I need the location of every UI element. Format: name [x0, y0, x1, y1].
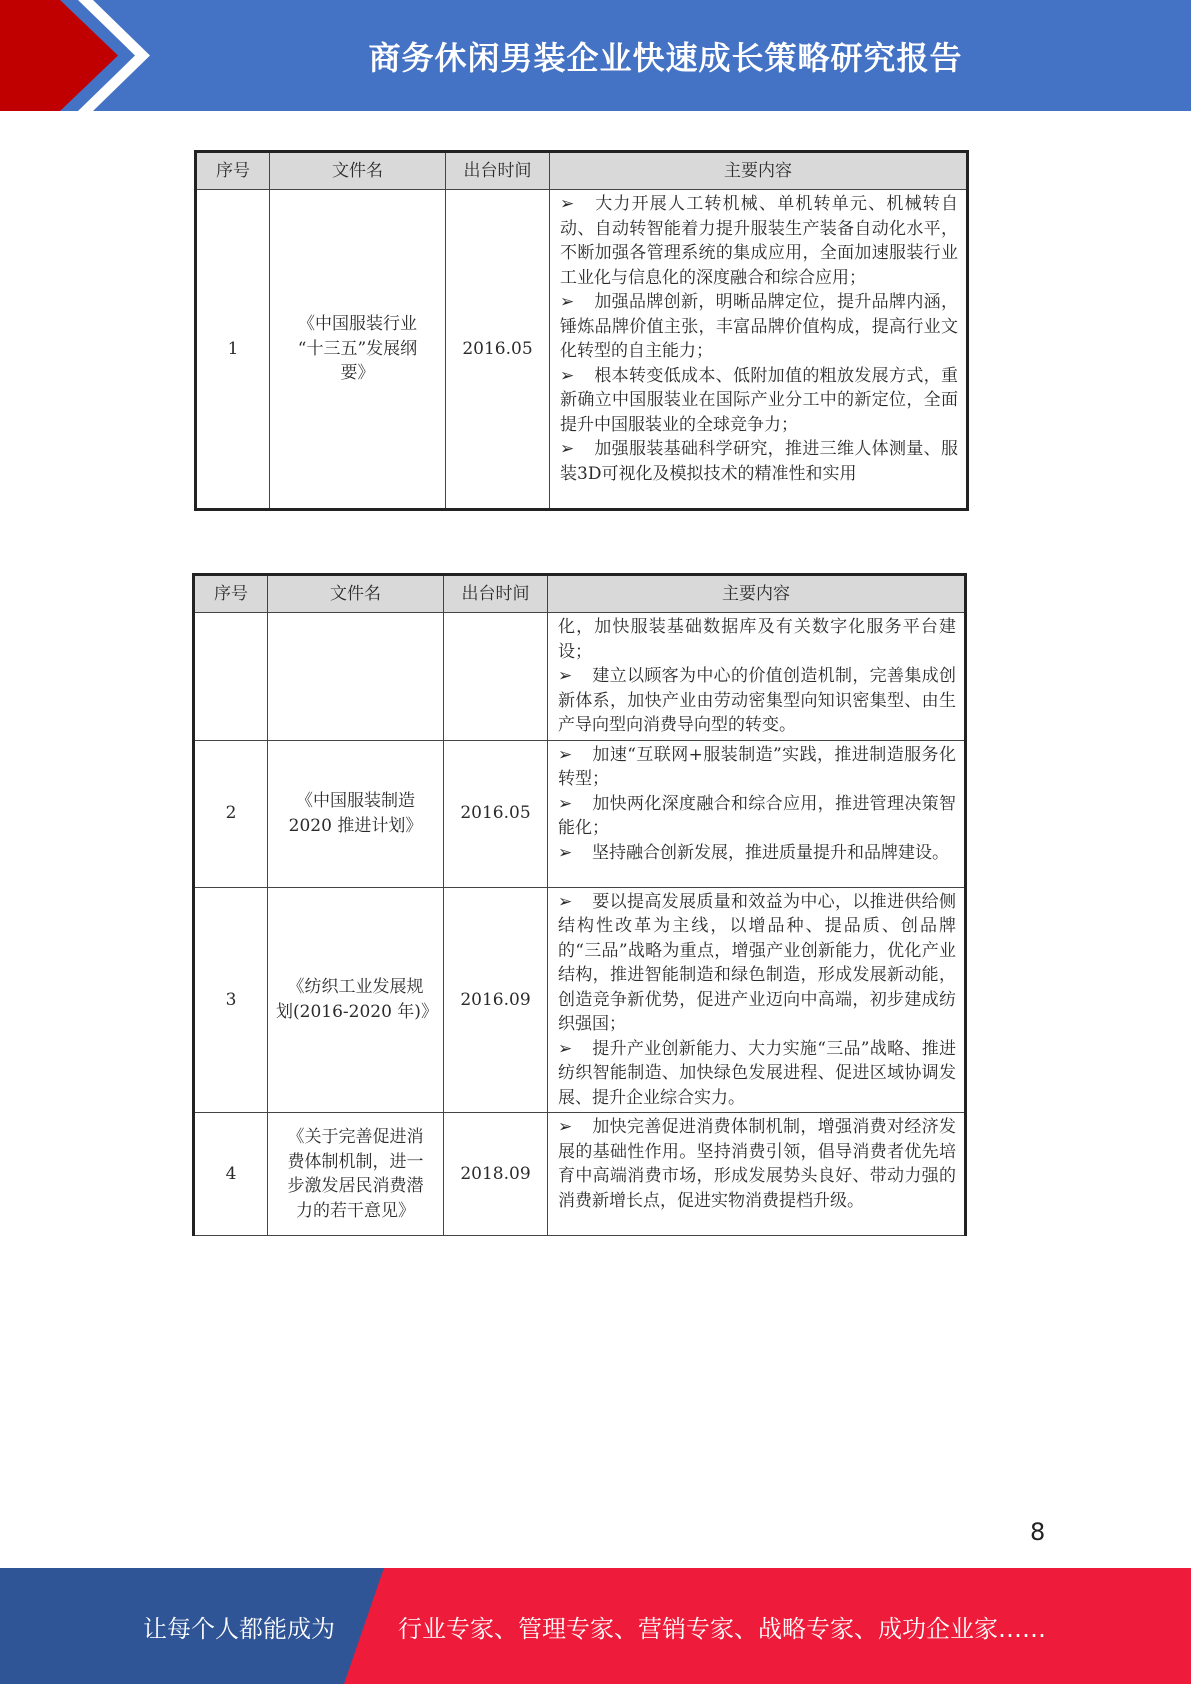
row-doc-name: 《纺织工业发展规 划(2016-2020 年)》	[268, 887, 444, 1113]
table-header-row	[194, 575, 966, 613]
arrow-bullet-icon: ➢	[560, 292, 575, 312]
arrow-bullet-icon: ➢	[558, 793, 573, 814]
col-header-content: 主要内容	[550, 152, 968, 190]
col-header-doc: 文件名	[270, 152, 446, 190]
row-content	[550, 190, 968, 510]
bullet-item: ➢ 要以提高发展质量和效益为中心，以推进供给侧结构性改革为主线，以增品种、提品质、创品牌的“三品”战略为重点，增强产业创新能力，优化产业结构，推进智能制造和绿色制造，形成发展新动能，创造竞争新优势，促进产业迈向中高端，初步建成纺织强国；	[558, 891, 956, 1034]
row-content	[548, 613, 966, 741]
row-no: 3	[194, 887, 268, 1113]
bullet-item: ➢ 加速“互联网+服装制造”实践，推进制造服务化转型；	[558, 744, 956, 789]
arrow-bullet-icon: ➢	[558, 842, 573, 863]
row-doc-name: 《中国服装行业 “十三五”发展纲 要》	[270, 190, 446, 510]
arrow-bullet-icon: ➢	[558, 666, 573, 686]
table-row	[194, 740, 966, 887]
bullet-item: ➢ 大力开展人工转机械、单机转单元、机械转自动、自动转智能着力提升服装生产装备自动化水平，不断加强各管理系统的集成应用，全面加速服装行业工业化与信息化的深度融合和综合应用；	[560, 194, 958, 288]
col-header-date: 出台时间	[446, 152, 550, 190]
footer-slogan-left: 让每个人都能成为	[143, 1614, 335, 1643]
policy-table-2	[192, 573, 967, 1236]
report-title: 商务休闲男装企业快速成长策略研究报告	[368, 38, 963, 77]
row-doc-name: 《关于完善促进消 费体制机制，进一 步激发居民消费潜 力的若干意见》	[268, 1113, 444, 1236]
arrow-bullet-icon: ➢	[558, 1038, 573, 1059]
bullet-item: ➢ 加快完善促进消费体制机制，增强消费对经济发展的基础性作用。坚持消费引领，倡导消费者优先培育中高端消费市场，形成发展势头良好、带动力强的消费新增长点，促进实物消费提档升级。	[558, 1117, 956, 1211]
table-row	[194, 1113, 966, 1236]
row-date	[444, 613, 548, 741]
row-date: 2016.05	[444, 740, 548, 887]
arrow-bullet-icon: ➢	[560, 194, 575, 214]
row-no	[194, 613, 268, 741]
arrow-bullet-icon: ➢	[560, 439, 575, 459]
arrow-bullet-icon: ➢	[558, 744, 573, 765]
row-no: 1	[196, 190, 270, 510]
table-header-row	[196, 152, 968, 190]
arrow-bullet-icon: ➢	[560, 365, 575, 386]
bullet-item: ➢ 加快两化深度融合和综合应用，推进管理决策智能化；	[558, 793, 956, 838]
table-row	[196, 190, 968, 510]
row-content	[548, 887, 966, 1113]
row-content	[548, 740, 966, 887]
row-date: 2018.09	[444, 1113, 548, 1236]
col-header-doc: 文件名	[268, 575, 444, 613]
row-doc-name	[268, 613, 444, 741]
row-date: 2016.05	[446, 190, 550, 510]
table-row	[194, 887, 966, 1113]
footer-banner	[0, 1568, 1191, 1684]
bullet-item: ➢ 坚持融合创新发展，推进质量提升和品牌建设。	[558, 841, 956, 866]
bullet-item: ➢ 建立以顾客为中心的价值创造机制，完善集成创新体系，加快产业由劳动密集型向知识密集型、由生产导向型向消费导向型的转变。	[558, 666, 956, 735]
row-date: 2016.09	[444, 887, 548, 1113]
arrow-bullet-icon: ➢	[558, 1117, 573, 1137]
page-number: 8	[1030, 1518, 1046, 1546]
col-header-no: 序号	[194, 575, 268, 613]
table-row-continuation	[194, 613, 966, 741]
col-header-no: 序号	[196, 152, 270, 190]
footer-slogan-right: 行业专家、管理专家、营销专家、战略专家、成功企业家……	[398, 1614, 1046, 1643]
row-content	[548, 1113, 966, 1236]
row-no: 2	[194, 740, 268, 887]
col-header-date: 出台时间	[444, 575, 548, 613]
row-doc-name: 《中国服装制造 2020 推进计划》	[268, 740, 444, 887]
bullet-item: ➢ 提升产业创新能力、大力实施“三品”战略、推进纺织智能制造、加快绿色发展进程、促进区域协调发展、提升企业综合实力。	[558, 1038, 956, 1108]
chevron-arrow-icon	[0, 0, 150, 111]
bullet-item: ➢ 加强品牌创新，明晰品牌定位，提升品牌内涵，锤炼品牌价值主张，丰富品牌价值构成，提高行业文化转型的自主能力；	[560, 292, 958, 361]
policy-table-1	[194, 150, 969, 511]
continued-text: 化，加快服装基础数据库及有关数字化服务平台建设；	[558, 617, 956, 662]
header-bar	[0, 0, 1191, 111]
arrow-bullet-icon: ➢	[558, 891, 573, 912]
col-header-content: 主要内容	[548, 575, 966, 613]
row-no: 4	[194, 1113, 268, 1236]
bullet-item: ➢ 加强服装基础科学研究，推进三维人体测量、服装3D可视化及模拟技术的精准性和实用	[560, 439, 958, 484]
bullet-item: ➢ 根本转变低成本、低附加值的粗放发展方式，重新确立中国服装业在国际产业分工中的新定位，全面提升中国服装业的全球竞争力；	[560, 365, 958, 435]
